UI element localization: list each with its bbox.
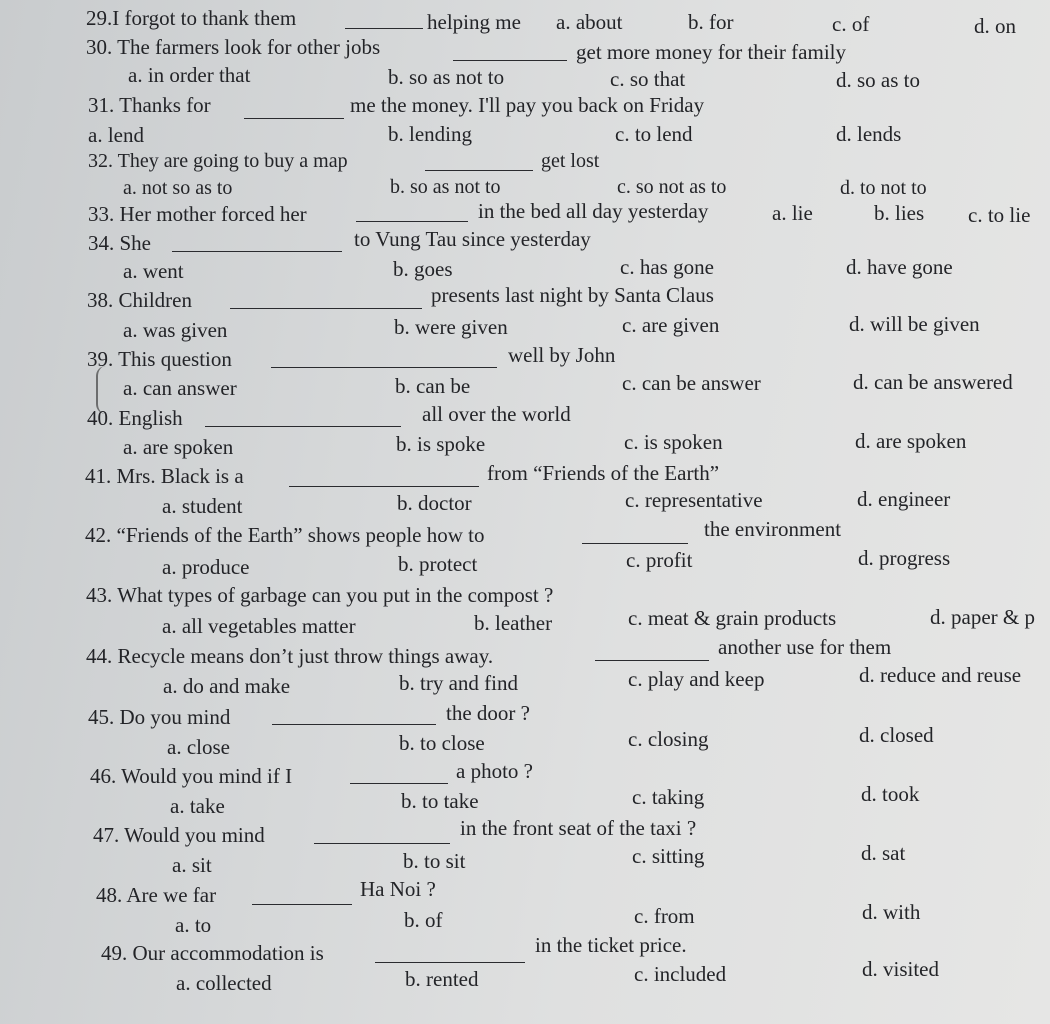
option-b[interactable]: b. is spoke — [396, 432, 486, 456]
question-34-stem-start: 34. She — [88, 231, 151, 255]
option-d[interactable]: d. closed — [859, 723, 934, 747]
option-b[interactable]: b. for — [688, 10, 734, 34]
option-b[interactable]: b. goes — [393, 257, 453, 281]
option-a[interactable]: a. went — [123, 259, 184, 283]
question-49-stem-start: 49. Our accommodation is — [101, 941, 324, 965]
option-a[interactable]: a. about — [556, 10, 623, 34]
question-29-stem-end: helping me — [427, 10, 521, 34]
option-a[interactable]: a. produce — [162, 555, 250, 579]
option-d[interactable]: d. progress — [858, 546, 951, 570]
option-d[interactable]: d. can be answered — [853, 370, 1013, 394]
question-38-stem-start: 38. Children — [87, 288, 192, 312]
option-c[interactable]: c. can be answer — [622, 371, 761, 395]
option-b[interactable]: b. to take — [401, 789, 479, 813]
option-c[interactable]: c. included — [634, 962, 727, 986]
question-34-stem-end: to Vung Tau since yesterday — [354, 227, 591, 251]
option-c[interactable]: c. profit — [626, 548, 693, 572]
answer-blank[interactable] — [205, 426, 401, 427]
question-33-stem-end: in the bed all day yesterday — [478, 199, 709, 223]
answer-blank[interactable] — [172, 251, 342, 252]
option-d[interactable]: d. will be given — [849, 312, 980, 336]
question-49-stem-end: in the ticket price. — [535, 933, 687, 957]
option-c[interactable]: c. are given — [622, 313, 720, 337]
question-44-stem-end: another use for them — [718, 635, 892, 659]
option-b[interactable]: b. of — [404, 908, 443, 932]
option-d[interactable]: d. sat — [861, 841, 906, 865]
question-31-stem-end: me the money. I'll pay you back on Friday — [350, 93, 705, 117]
question-33-stem-start: 33. Her mother forced her — [88, 202, 307, 226]
option-b[interactable]: b. leather — [474, 611, 553, 635]
option-c[interactable]: c. so not as to — [617, 176, 727, 198]
question-39-stem-end: well by John — [508, 343, 616, 367]
question-30-stem-end: get more money for their family — [576, 40, 846, 64]
question-31-stem-start: 31. Thanks for — [88, 93, 211, 117]
option-a[interactable]: a. can answer — [123, 376, 237, 400]
option-d[interactable]: d. paper & p — [930, 605, 1035, 629]
option-d[interactable]: d. visited — [862, 957, 939, 981]
option-a[interactable]: a. not so as to — [123, 177, 233, 199]
option-c[interactable]: c. closing — [628, 727, 709, 751]
option-c[interactable]: c. so that — [610, 67, 686, 91]
option-c[interactable]: c. taking — [632, 785, 705, 809]
option-d[interactable]: d. engineer — [857, 487, 951, 511]
option-a[interactable]: a. was given — [123, 318, 228, 342]
option-b[interactable]: b. to sit — [403, 849, 466, 873]
answer-blank[interactable] — [356, 221, 468, 222]
answer-blank[interactable] — [230, 308, 422, 309]
question-42-stem-start: 42. “Friends of the Earth” shows people how to — [85, 523, 485, 547]
option-b[interactable]: b. lending — [388, 122, 472, 146]
option-a[interactable]: a. student — [162, 494, 243, 518]
question-39-stem-start: 39. This question — [87, 347, 232, 371]
option-d[interactable]: d. have gone — [846, 255, 953, 279]
option-b[interactable]: b. can be — [395, 374, 471, 398]
option-b[interactable]: b. doctor — [397, 491, 472, 515]
option-a[interactable]: a. do and make — [163, 674, 291, 698]
option-a[interactable]: a. all vegetables matter — [162, 614, 356, 638]
option-a[interactable]: a. collected — [176, 971, 272, 995]
question-48-stem-end: Ha Noi ? — [360, 877, 436, 901]
option-d[interactable]: d. took — [861, 782, 920, 806]
question-30-stem-start: 30. The farmers look for other jobs — [86, 35, 381, 59]
question-47-stem-end: in the front seat of the taxi ? — [460, 816, 697, 840]
question-45-stem-end: the door ? — [446, 701, 530, 725]
option-c[interactable]: c. to lie — [968, 203, 1031, 227]
option-d[interactable]: d. reduce and reuse — [859, 663, 1022, 687]
option-c[interactable]: c. play and keep — [628, 667, 765, 691]
option-c[interactable]: c. sitting — [632, 844, 705, 868]
option-d[interactable]: d. to not to — [840, 177, 927, 199]
option-b[interactable]: b. protect — [398, 552, 478, 576]
question-46-stem-start: 46. Would you mind if I — [90, 764, 293, 788]
option-c[interactable]: c. meat & grain products — [628, 606, 837, 630]
answer-blank[interactable] — [350, 783, 448, 784]
question-41-stem-end: from “Friends of the Earth” — [487, 461, 720, 485]
option-b[interactable]: b. so as not to — [390, 176, 501, 198]
option-b[interactable]: b. lies — [874, 201, 925, 225]
option-c[interactable]: c. representative — [625, 488, 763, 512]
option-a[interactable]: a. in order that — [128, 63, 251, 87]
option-c[interactable]: c. from — [634, 904, 695, 928]
answer-blank[interactable] — [252, 904, 352, 905]
option-c[interactable]: c. is spoken — [624, 430, 723, 454]
option-a[interactable]: a. lend — [88, 123, 144, 147]
answer-blank[interactable] — [375, 962, 525, 963]
question-42-stem-end: the environment — [704, 517, 842, 541]
answer-blank[interactable] — [289, 486, 479, 487]
option-d[interactable]: d. are spoken — [855, 429, 967, 453]
answer-blank[interactable] — [345, 28, 423, 29]
option-d[interactable]: d. lends — [836, 122, 902, 146]
question-41-stem-start: 41. Mrs. Black is a — [85, 464, 244, 488]
option-b[interactable]: b. to close — [399, 731, 485, 755]
answer-blank[interactable] — [244, 118, 344, 119]
answer-blank[interactable] — [272, 724, 436, 725]
question-47-stem-start: 47. Would you mind — [93, 823, 265, 847]
question-32-stem-end: get lost — [541, 150, 600, 172]
option-a[interactable]: a. sit — [172, 853, 212, 877]
answer-blank[interactable] — [595, 660, 709, 661]
option-b[interactable]: b. were given — [394, 315, 508, 339]
question-40-stem-end: all over the world — [422, 402, 571, 426]
answer-blank[interactable] — [425, 170, 533, 171]
option-b[interactable]: b. try and find — [399, 671, 518, 695]
question-38-stem-end: presents last night by Santa Claus — [431, 283, 714, 307]
option-d[interactable]: d. on — [974, 14, 1016, 38]
option-b[interactable]: b. so as not to — [388, 65, 505, 89]
answer-blank[interactable] — [582, 543, 688, 544]
option-a[interactable]: a. are spoken — [123, 435, 234, 459]
answer-blank[interactable] — [271, 367, 497, 368]
option-a[interactable]: a. to — [175, 913, 212, 937]
question-32-stem-start: 32. They are going to buy a map — [88, 150, 348, 172]
option-a[interactable]: a. take — [170, 794, 225, 818]
question-48-stem-start: 48. Are we far — [96, 883, 217, 907]
option-c[interactable]: c. to lend — [615, 122, 693, 146]
question-40-stem-start: 40. English — [87, 406, 183, 430]
option-d[interactable]: d. with — [862, 900, 921, 924]
option-c[interactable]: c. of — [832, 12, 870, 36]
question-43-stem: 43. What types of garbage can you put in the compost ? — [86, 583, 554, 607]
question-29-stem-start: 29.I forgot to thank them — [86, 6, 297, 30]
option-a[interactable]: a. lie — [772, 201, 813, 225]
question-45-stem-start: 45. Do you mind — [88, 705, 231, 729]
option-a[interactable]: a. close — [167, 735, 230, 759]
option-b[interactable]: b. rented — [405, 967, 479, 991]
answer-blank[interactable] — [453, 60, 567, 61]
question-46-stem-end: a photo ? — [456, 759, 533, 783]
option-d[interactable]: d. so as to — [836, 68, 920, 92]
question-44-stem-start: 44. Recycle means don’t just throw things away. — [86, 644, 494, 668]
option-c[interactable]: c. has gone — [620, 255, 714, 279]
answer-blank[interactable] — [314, 843, 450, 844]
